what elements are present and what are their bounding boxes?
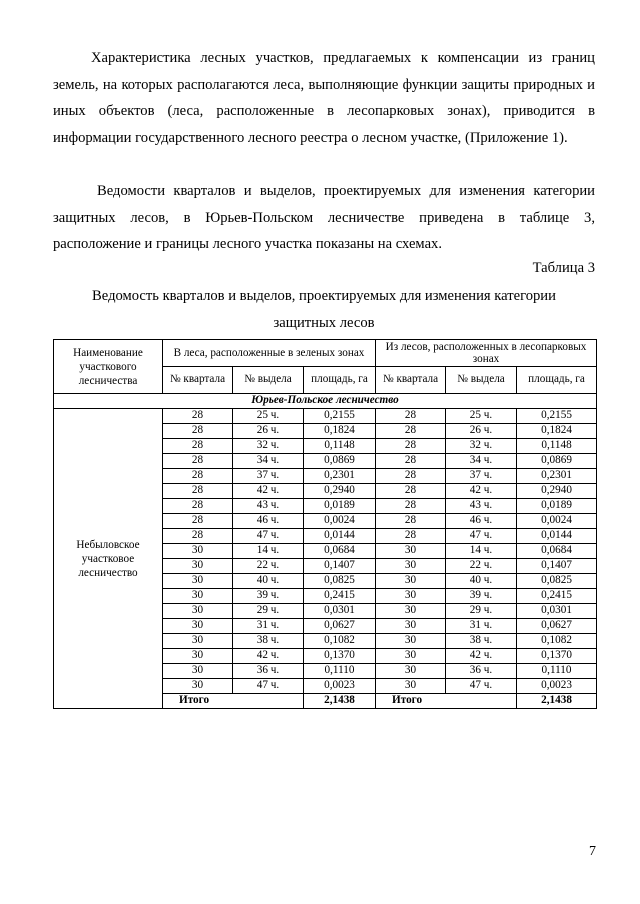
cell-kvartal-right: 30 [376,664,446,679]
total-label-right: Итого [376,694,517,709]
cell-vydel-left: 40 ч. [233,574,304,589]
cell-area-left: 0,2301 [304,469,376,484]
cell-vydel-left: 29 ч. [233,604,304,619]
cell-area-right: 0,1370 [517,649,597,664]
cell-area-right: 0,2155 [517,409,597,424]
cell-kvartal-left: 28 [163,409,233,424]
cell-area-left: 0,0869 [304,454,376,469]
cell-area-left: 0,0825 [304,574,376,589]
cell-vydel-right: 42 ч. [446,649,517,664]
header-kvartal-left: № квартала [163,367,233,394]
subdivision-name: Небыловское участковое лесничество [54,409,163,709]
cell-kvartal-right: 28 [376,469,446,484]
cell-kvartal-left: 28 [163,424,233,439]
cell-vydel-right: 36 ч. [446,664,517,679]
cell-vydel-left: 36 ч. [233,664,304,679]
cell-vydel-left: 31 ч. [233,619,304,634]
cell-area-left: 0,0627 [304,619,376,634]
cell-kvartal-right: 30 [376,619,446,634]
cell-vydel-left: 42 ч. [233,484,304,499]
cell-area-right: 0,2301 [517,469,597,484]
table-row [54,409,597,424]
cell-vydel-right: 22 ч. [446,559,517,574]
cell-area-left: 0,2415 [304,589,376,604]
cell-area-left: 0,2155 [304,409,376,424]
cell-kvartal-right: 28 [376,439,446,454]
cell-vydel-right: 14 ч. [446,544,517,559]
cell-kvartal-left: 30 [163,679,233,694]
cell-kvartal-right: 30 [376,604,446,619]
cell-area-left: 0,1407 [304,559,376,574]
cell-area-right: 0,0627 [517,619,597,634]
cell-vydel-right: 25 ч. [446,409,517,424]
table-title: Ведомость кварталов и выделов, проектируемых для изменения категории защитных лесов [92,288,556,331]
cell-area-right: 0,0301 [517,604,597,619]
cell-area-right: 0,1082 [517,634,597,649]
cell-vydel-right: 47 ч. [446,529,517,544]
total-label-left: Итого [163,694,304,709]
cell-kvartal-right: 28 [376,529,446,544]
total-value-right: 2,1438 [517,694,597,709]
cell-kvartal-right: 30 [376,634,446,649]
cell-vydel-right: 29 ч. [446,604,517,619]
cell-area-right: 0,1110 [517,664,597,679]
cell-vydel-left: 22 ч. [233,559,304,574]
cell-kvartal-left: 28 [163,469,233,484]
header-group-forest-park-zones: Из лесов, расположенных в лесопарковых зонах [376,340,597,367]
header-area-right: площадь, га [517,367,597,394]
cell-vydel-right: 39 ч. [446,589,517,604]
header-kvartal-right: № квартала [376,367,446,394]
cell-kvartal-left: 30 [163,634,233,649]
cell-vydel-left: 38 ч. [233,634,304,649]
cell-vydel-right: 40 ч. [446,574,517,589]
cell-vydel-left: 43 ч. [233,499,304,514]
cell-area-right: 0,0144 [517,529,597,544]
cell-vydel-left: 32 ч. [233,439,304,454]
cell-vydel-left: 39 ч. [233,589,304,604]
cell-vydel-left: 37 ч. [233,469,304,484]
cell-vydel-left: 34 ч. [233,454,304,469]
cell-kvartal-right: 28 [376,514,446,529]
cell-area-right: 0,2940 [517,484,597,499]
cell-kvartal-left: 30 [163,619,233,634]
paragraph-1: Характеристика лесных участков, предлагаемых к компенсации из границ земель, на которых располагаются леса, выполняющие функции защиты природных и иных объектов (леса, расположенные в лесопарковых зонах), приводится в информации государственного лесного реестра о лесном участке, (Приложение 1). [53,50,595,146]
cell-area-right: 0,0825 [517,574,597,589]
cell-kvartal-right: 30 [376,559,446,574]
cell-vydel-left: 47 ч. [233,679,304,694]
cell-vydel-left: 42 ч. [233,649,304,664]
cell-kvartal-left: 30 [163,664,233,679]
cell-kvartal-right: 30 [376,649,446,664]
cell-vydel-left: 25 ч. [233,409,304,424]
cell-area-right: 0,1824 [517,424,597,439]
cell-kvartal-right: 30 [376,544,446,559]
cell-kvartal-right: 30 [376,589,446,604]
cell-vydel-right: 42 ч. [446,484,517,499]
cell-area-left: 0,2940 [304,484,376,499]
cell-kvartal-right: 28 [376,454,446,469]
cell-kvartal-right: 28 [376,424,446,439]
cell-vydel-right: 37 ч. [446,469,517,484]
cell-area-left: 0,0144 [304,529,376,544]
cell-kvartal-right: 28 [376,484,446,499]
header-area-left: площадь, га [304,367,376,394]
cell-area-right: 0,1407 [517,559,597,574]
cell-kvartal-left: 28 [163,514,233,529]
cell-vydel-left: 46 ч. [233,514,304,529]
page-number: 7 [589,844,596,859]
cell-kvartal-left: 28 [163,439,233,454]
header-forestry-name: Наименование участкового лесничества [54,340,163,394]
paragraph-2: Ведомости кварталов и выделов, проектируемых для изменения категории защитных лесов, в Юрьев-Польском лесничестве приведена в таблице 3, расположение и границы лесного участка показаны на схемах. [53,183,595,252]
cell-area-left: 0,0024 [304,514,376,529]
forest-plots-table [53,339,597,709]
cell-area-left: 0,1110 [304,664,376,679]
cell-area-left: 0,1148 [304,439,376,454]
cell-area-right: 0,0023 [517,679,597,694]
cell-area-left: 0,0684 [304,544,376,559]
header-vydel-right: № выдела [446,367,517,394]
cell-area-left: 0,0189 [304,499,376,514]
cell-vydel-right: 31 ч. [446,619,517,634]
cell-vydel-left: 26 ч. [233,424,304,439]
cell-kvartal-right: 30 [376,679,446,694]
cell-vydel-right: 38 ч. [446,634,517,649]
cell-vydel-right: 47 ч. [446,679,517,694]
cell-kvartal-left: 28 [163,499,233,514]
cell-area-left: 0,1082 [304,634,376,649]
cell-kvartal-right: 30 [376,574,446,589]
cell-kvartal-left: 30 [163,649,233,664]
region-row: Юрьев-Польское лесничество [54,394,597,409]
cell-vydel-right: 43 ч. [446,499,517,514]
header-group-green-zones: В леса, расположенные в зеленых зонах [163,340,376,367]
cell-area-left: 0,0301 [304,604,376,619]
cell-kvartal-left: 28 [163,484,233,499]
cell-kvartal-left: 28 [163,529,233,544]
cell-vydel-right: 32 ч. [446,439,517,454]
cell-vydel-right: 34 ч. [446,454,517,469]
cell-kvartal-left: 30 [163,544,233,559]
cell-kvartal-left: 30 [163,559,233,574]
cell-area-left: 0,0023 [304,679,376,694]
cell-kvartal-left: 28 [163,454,233,469]
cell-area-right: 0,0684 [517,544,597,559]
cell-kvartal-left: 30 [163,589,233,604]
table-label: Таблица 3 [532,260,595,276]
cell-kvartal-right: 28 [376,499,446,514]
cell-area-right: 0,1148 [517,439,597,454]
cell-vydel-right: 26 ч. [446,424,517,439]
cell-area-right: 0,2415 [517,589,597,604]
cell-kvartal-left: 30 [163,604,233,619]
header-vydel-left: № выдела [233,367,304,394]
cell-area-right: 0,0024 [517,514,597,529]
cell-vydel-left: 47 ч. [233,529,304,544]
cell-kvartal-left: 30 [163,574,233,589]
cell-area-left: 0,1370 [304,649,376,664]
cell-kvartal-right: 28 [376,409,446,424]
cell-vydel-left: 14 ч. [233,544,304,559]
cell-vydel-right: 46 ч. [446,514,517,529]
cell-area-left: 0,1824 [304,424,376,439]
cell-area-right: 0,0869 [517,454,597,469]
total-value-left: 2,1438 [304,694,376,709]
cell-area-right: 0,0189 [517,499,597,514]
